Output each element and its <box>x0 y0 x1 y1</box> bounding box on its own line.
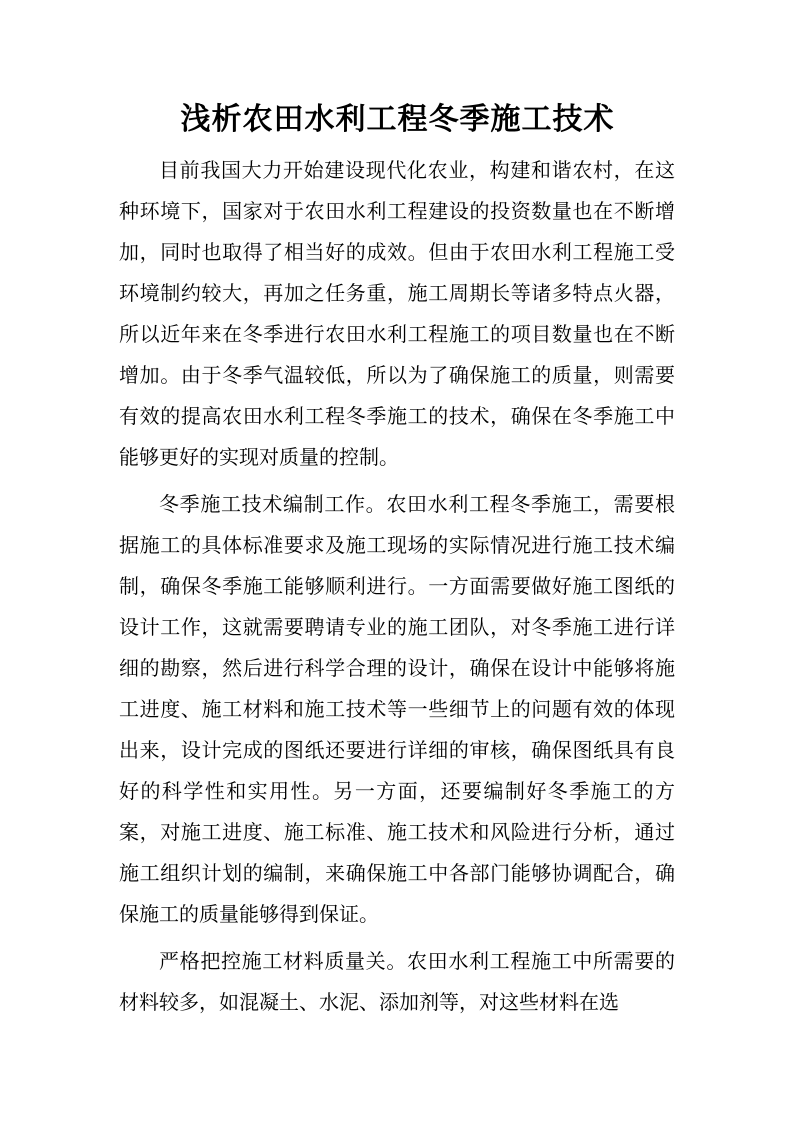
paragraph-material-quality: 严格把控施工材料质量关。农田水利工程施工中所需要的材料较多，如混凝土、水泥、添加剂等，对这些材料在选 <box>119 949 675 1014</box>
document-body <box>119 150 675 1029</box>
paragraph-technical-preparation: 冬季施工技术编制工作。农田水利工程冬季施工，需要根据施工的具体标准要求及施工现场的实际情况进行施工技术编制，确保冬季施工能够顺利进行。一方面需要做好施工图纸的设计工作，这就需要聘请专业的施工团队，对冬季施工进行详细的勘察，然后进行科学合理的设计，确保在设计中能够将施工进度、施工材料和施工技术等一些细节上的问题有效的体现出来，设计完成的图纸还要进行详细的审核，确保图纸具有良好的科学性和实用性。另一方面，还要编制好冬季施工的方案，对施工进度、施工标准、施工技术和风险进行分析，通过施工组织计划的编制，来确保施工中各部门能够协调配合，确保施工的质量能够得到保证。 <box>119 492 675 926</box>
document-title: 浅析农田水利工程冬季施工技术 <box>180 102 615 137</box>
paragraph-intro: 目前我国大力开始建设现代化农业，构建和谐农村，在这种环境下，国家对于农田水利工程建设的投资数量也在不断增加，同时也取得了相当好的成效。但由于农田水利工程施工受环境制约较大，再加之任务重，施工周期长等诸多特点火器，所以近年来在冬季进行农田水利工程施工的项目数量也在不断增加。由于冬季气温较低，所以为了确保施工的质量，则需要有效的提高农田水利工程冬季施工的技术，确保在冬季施工中能够更好的实现对质量的控制。 <box>119 158 675 469</box>
